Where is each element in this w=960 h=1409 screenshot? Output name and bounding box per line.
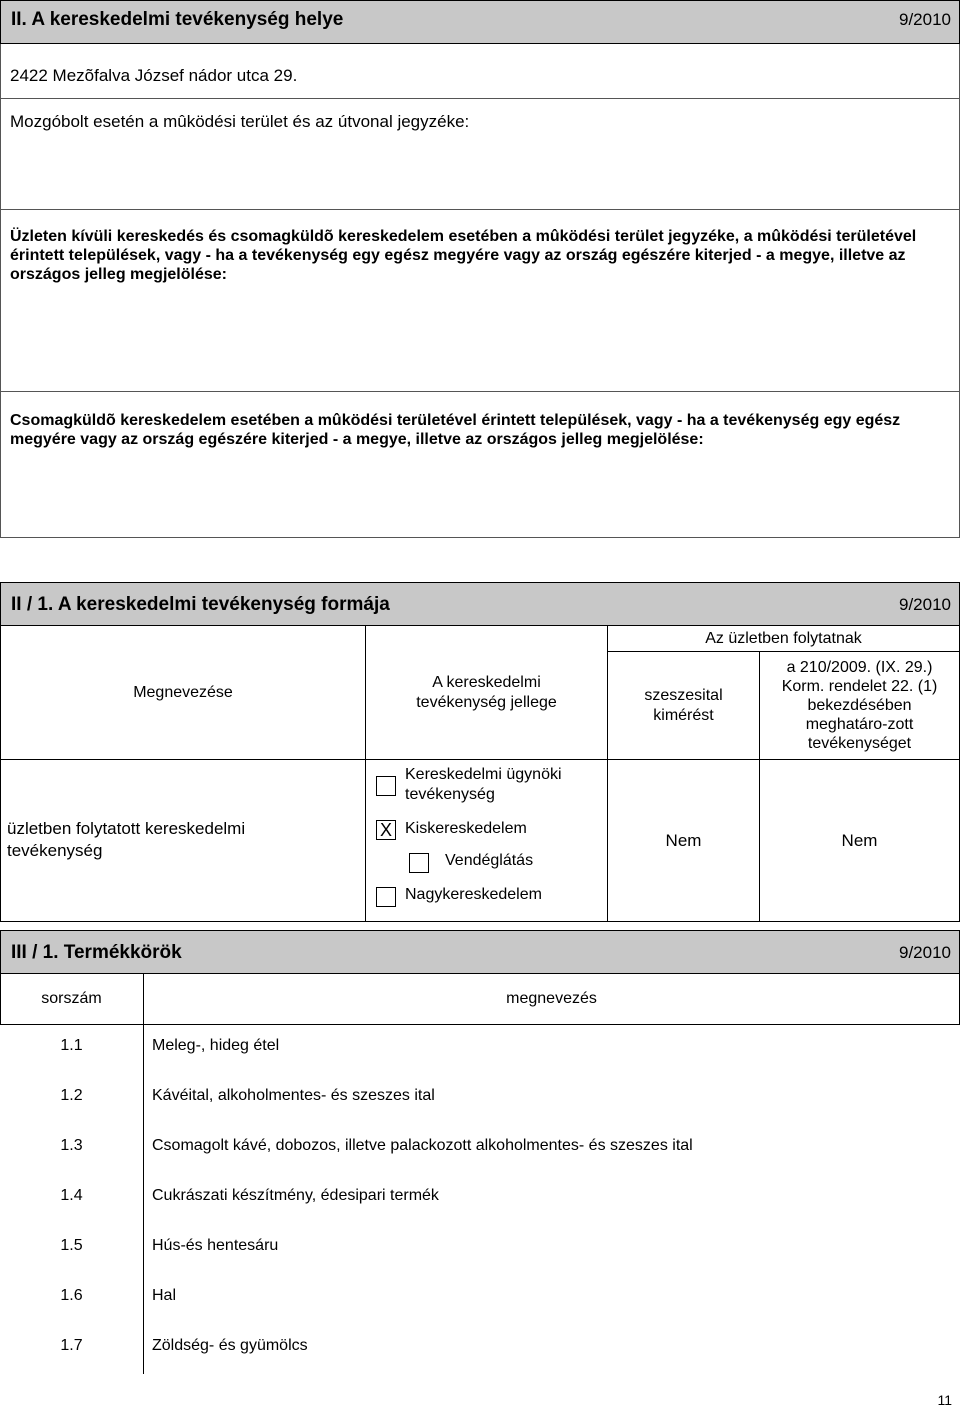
- row-label-cell: [0, 759, 366, 922]
- products-col-divider: [143, 974, 144, 1374]
- product-row-number: 1.6: [60, 1287, 83, 1304]
- col-header-no: sorszám: [41, 990, 102, 1007]
- outside-shop-box: [0, 210, 960, 392]
- row-label: üzletben folytatott kereskedelmi tevékenység: [7, 819, 246, 860]
- products-header-line: [0, 1024, 960, 1025]
- activity-types-cell: [365, 759, 608, 922]
- mobile-shop-box: [0, 99, 960, 210]
- products-section-date: 9/2010: [899, 943, 951, 962]
- product-row-name: Csomagolt kávé, dobozos, illetve palackozott alkoholmentes- és szeszes ital: [152, 1137, 693, 1154]
- products-section-title: III / 1. Termékkörök: [11, 942, 182, 963]
- header-decree: a 210/2009. (IX. 29.) Korm. rendelet 22. (1) bekezdésében meghatáro-zott tevékenységet: [759, 651, 960, 760]
- header-name: Megnevezése: [0, 626, 366, 760]
- agent-checkbox[interactable]: [376, 776, 396, 796]
- outside-shop-label: Üzleten kívüli kereskedés és csomagküldõ kereskedelem esetében a mûködési terület jegyzéke, a mûködési területével érintett települések, vagy - ha a tevékenység egy egész megyére vagy az ország egészére kiterjed - a megye, illetve az országos jelleg megjelölése:: [10, 228, 917, 283]
- retail-checkbox[interactable]: X: [376, 820, 396, 840]
- mail-order-label: Csomagküldõ kereskedelem esetében a mûködési területével érintett települések, vagy - ha a tevékenység egy egész megyére vagy az ország egészére kiterjed - a megye, illetve az országos jelleg megjelölése:: [10, 412, 901, 448]
- address-box: [0, 44, 960, 99]
- product-row-name: Zöldség- és gyümölcs: [152, 1337, 308, 1354]
- product-row-name: Cukrászati készítmény, édesipari termék: [152, 1187, 439, 1204]
- col-header-name: megnevezés: [506, 990, 597, 1007]
- product-row-number: 1.5: [60, 1237, 83, 1254]
- product-row-name: Hús-és hentesáru: [152, 1237, 279, 1254]
- product-row-number: 1.1: [60, 1037, 83, 1054]
- retail-label: Kiskereskedelem: [405, 820, 527, 837]
- product-row-name: Kávéital, alkoholmentes- és szeszes ital: [152, 1087, 435, 1104]
- product-row-number: 1.3: [60, 1137, 83, 1154]
- product-row-number: 1.4: [60, 1187, 83, 1204]
- header-alcohol: szeszesital kimérést: [607, 651, 760, 760]
- product-row-name: Meleg-, hideg étel: [152, 1037, 280, 1054]
- form-section-date: 9/2010: [899, 595, 951, 614]
- decree-value-cell: [759, 759, 960, 922]
- product-row-number: 1.2: [60, 1087, 83, 1104]
- header-group: Az üzletben folytatnak: [607, 626, 960, 652]
- hospitality-label: Vendéglátás: [445, 852, 534, 869]
- wholesale-label: Nagykereskedelem: [405, 886, 542, 903]
- section-title: II. A kereskedelmi tevékenység helye: [11, 9, 344, 30]
- wholesale-checkbox[interactable]: [376, 887, 396, 907]
- products-section-header: [0, 930, 960, 974]
- mail-order-box: [0, 392, 960, 538]
- section-header: [0, 0, 960, 44]
- alcohol-value-cell: [607, 759, 760, 922]
- form-section-title: II / 1. A kereskedelmi tevékenység formája: [11, 594, 390, 615]
- form-table: [0, 626, 960, 922]
- decree-value: Nem: [841, 830, 878, 850]
- page-number: 11: [937, 1392, 952, 1408]
- section-date: 9/2010: [899, 10, 951, 29]
- alcohol-value: Nem: [665, 830, 702, 850]
- hospitality-checkbox[interactable]: [409, 853, 429, 873]
- header-nature: A kereskedelmi tevékenység jellege: [365, 626, 608, 760]
- product-row-number: 1.7: [60, 1337, 83, 1354]
- form-section-header: [0, 582, 960, 626]
- agent-label: Kereskedelmi ügynöki tevékenység: [405, 766, 562, 803]
- product-row-name: Hal: [152, 1287, 177, 1304]
- address-text: 2422 Mezõfalva József nádor utca 29.: [10, 66, 298, 85]
- mobile-shop-label: Mozgóbolt esetén a mûködési terület és az útvonal jegyzéke:: [10, 112, 470, 131]
- products-table: [0, 974, 960, 1374]
